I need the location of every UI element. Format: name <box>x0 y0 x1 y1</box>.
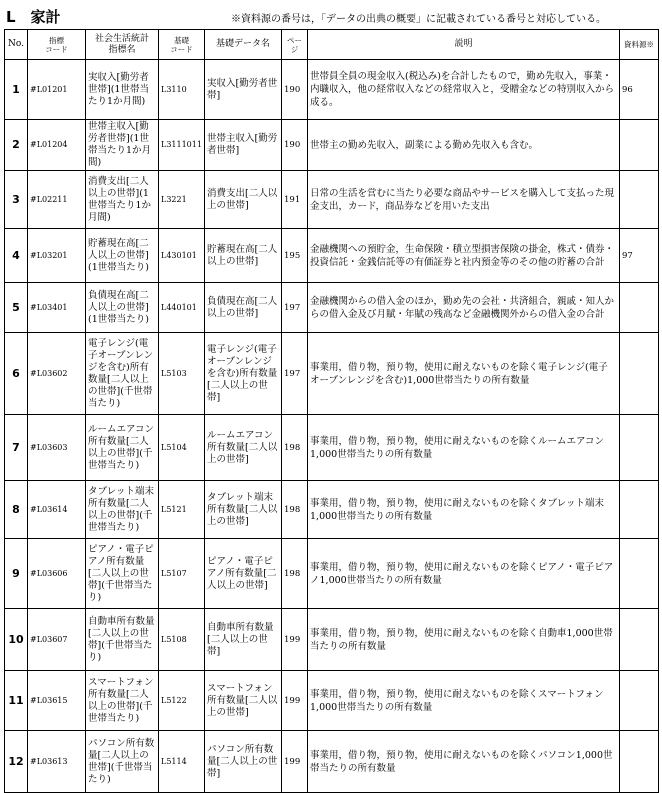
table-row <box>5 60 659 120</box>
indicator-number: 9 <box>5 539 28 609</box>
page-number: 199 <box>282 671 308 731</box>
indicator-name: 消費支出[二人以上の世帯](1世帯当たり1か月間) <box>86 171 159 229</box>
base-data-name: パソコン所有数量[二人以上の世帯] <box>205 731 282 793</box>
source-number <box>620 171 659 229</box>
page-number: 195 <box>282 229 308 283</box>
col-header-desc: 説明 <box>308 30 620 60</box>
page-number: 190 <box>282 60 308 120</box>
description: 事業用，借り物，預り物，使用に耐えないものを除く自動車1,000世帯当たりの所有数量 <box>308 609 620 671</box>
base-code: L5114 <box>159 731 205 793</box>
indicator-code: #L03603 <box>28 415 86 481</box>
page-number: 197 <box>282 333 308 415</box>
page-header <box>4 4 658 26</box>
section-title: L 家計 <box>6 8 61 26</box>
indicator-code: #L02211 <box>28 171 86 229</box>
indicator-code: #L03602 <box>28 333 86 415</box>
description: 事業用，借り物，預り物，使用に耐えないものを除くスマートフォン1,000世帯当たりの所有数量 <box>308 671 620 731</box>
indicator-name: 実収入[勤労者世帯](1世帯当たり1か月間) <box>86 60 159 120</box>
indicator-code: #L01204 <box>28 120 86 171</box>
indicator-name: ピアノ・電子ピアノ所有数量[二人以上の世帯](千世帯当たり) <box>86 539 159 609</box>
indicator-code: #L01201 <box>28 60 86 120</box>
source-note: ※資料源の番号は，「データの出典の概要」に記載されている番号と対応している。 <box>231 14 606 25</box>
base-code: L5103 <box>159 333 205 415</box>
base-data-name: 電子レンジ(電子オーブンレンジを含む)所有数量[二人以上の世帯] <box>205 333 282 415</box>
indicator-code: #L03401 <box>28 283 86 333</box>
page-number: 198 <box>282 539 308 609</box>
base-data-name: タブレット端末所有数量[二人以上の世帯] <box>205 481 282 539</box>
base-code: L3111011 <box>159 120 205 171</box>
description: 世帯主の勤め先収入，副業による勤め先収入も含む。 <box>308 120 620 171</box>
col-header-name: 社会生活統計 指標名 <box>86 30 159 60</box>
table-row <box>5 229 659 283</box>
indicator-name: スマートフォン所有数量[二人以上の世帯](千世帯当たり) <box>86 671 159 731</box>
indicator-number: 11 <box>5 671 28 731</box>
page-number: 198 <box>282 481 308 539</box>
base-data-name: 消費支出[二人以上の世帯] <box>205 171 282 229</box>
page-number: 198 <box>282 415 308 481</box>
indicator-number: 3 <box>5 171 28 229</box>
base-data-name: ピアノ・電子ピアノ所有数量[二人以上の世帯] <box>205 539 282 609</box>
indicator-name: 世帯主収入[勤労者世帯](1世帯当たり1か月間) <box>86 120 159 171</box>
col-header-no: No. <box>5 30 28 60</box>
indicator-code: #L03607 <box>28 609 86 671</box>
indicator-name: パソコン所有数量[二人以上の世帯](千世帯当たり) <box>86 731 159 793</box>
indicator-name: タブレット端末所有数量[二人以上の世帯](千世帯当たり) <box>86 481 159 539</box>
col-header-code: 指標 コード <box>28 30 86 60</box>
page-number: 191 <box>282 171 308 229</box>
source-number <box>620 283 659 333</box>
description: 日常の生活を営むに当たり必要な商品やサービスを購入して支払った現金支出，カード，商品券などを用いた支出 <box>308 171 620 229</box>
col-header-src: 資料源※ <box>620 30 659 60</box>
indicator-number: 7 <box>5 415 28 481</box>
description: 事業用，借り物，預り物，使用に耐えないものを除くルームエアコン1,000世帯当たりの所有数量 <box>308 415 620 481</box>
indicator-code: #L03615 <box>28 671 86 731</box>
col-header-bname: 基礎データ名 <box>205 30 282 60</box>
description: 事業用，借り物，預り物，使用に耐えないものを除くピアノ・電子ピアノ1,000世帯当たりの所有数量 <box>308 539 620 609</box>
table-row <box>5 609 659 671</box>
table-row <box>5 481 659 539</box>
page-number: 199 <box>282 731 308 793</box>
page-number: 199 <box>282 609 308 671</box>
base-data-name: 貯蓄現在高[二人以上の世帯] <box>205 229 282 283</box>
base-data-name: 世帯主収入[勤労者世帯] <box>205 120 282 171</box>
source-number <box>620 731 659 793</box>
base-code: L3110 <box>159 60 205 120</box>
indicator-number: 5 <box>5 283 28 333</box>
base-data-name: スマートフォン所有数量[二人以上の世帯] <box>205 671 282 731</box>
base-code: L440101 <box>159 283 205 333</box>
indicator-number: 10 <box>5 609 28 671</box>
source-number: 96 <box>620 60 659 120</box>
base-code: L3221 <box>159 171 205 229</box>
indicator-code: #L03201 <box>28 229 86 283</box>
source-number: 97 <box>620 229 659 283</box>
description: 事業用，借り物，預り物，使用に耐えないものを除くパソコン1,000世帯当たりの所有数量 <box>308 731 620 793</box>
description: 事業用，借り物，預り物，使用に耐えないものを除く電子レンジ(電子オーブンレンジを含む)1,000世帯当たりの所有数量 <box>308 333 620 415</box>
table-row <box>5 283 659 333</box>
source-number <box>620 481 659 539</box>
indicator-number: 12 <box>5 731 28 793</box>
indicator-name: ルームエアコン所有数量[二人以上の世帯](千世帯当たり) <box>86 415 159 481</box>
indicator-number: 1 <box>5 60 28 120</box>
header-row <box>5 30 659 60</box>
source-number <box>620 333 659 415</box>
base-code: L5107 <box>159 539 205 609</box>
base-code: L5108 <box>159 609 205 671</box>
indicator-number: 8 <box>5 481 28 539</box>
page-number: 197 <box>282 283 308 333</box>
base-data-name: 自動車所有数量[二人以上の世帯] <box>205 609 282 671</box>
base-data-name: 負債現在高[二人以上の世帯] <box>205 283 282 333</box>
base-data-name: 実収入[勤労者世帯] <box>205 60 282 120</box>
table-row <box>5 539 659 609</box>
source-number <box>620 609 659 671</box>
base-code: L5121 <box>159 481 205 539</box>
table-row <box>5 120 659 171</box>
indicator-name: 電子レンジ(電子オーブンレンジを含む)所有数量[二人以上の世帯](千世帯当たり) <box>86 333 159 415</box>
col-header-page: ページ <box>282 30 308 60</box>
table-row <box>5 415 659 481</box>
indicator-name: 負債現在高[二人以上の世帯](1世帯当たり) <box>86 283 159 333</box>
description: 事業用，借り物，預り物，使用に耐えないものを除くタブレット端末1,000世帯当たりの所有数量 <box>308 481 620 539</box>
indicator-number: 2 <box>5 120 28 171</box>
description: 金融機関への預貯金，生命保険・積立型損害保険の掛金，株式・債券・投資信託・金銭信託等の有価証券と社内預金等のその他の貯蓄の合計 <box>308 229 620 283</box>
page-number: 190 <box>282 120 308 171</box>
table-row <box>5 171 659 229</box>
table-row <box>5 671 659 731</box>
base-code: L5104 <box>159 415 205 481</box>
indicator-code: #L03613 <box>28 731 86 793</box>
source-number <box>620 415 659 481</box>
table-row <box>5 731 659 793</box>
indicator-table <box>4 29 659 793</box>
indicator-code: #L03614 <box>28 481 86 539</box>
indicator-number: 6 <box>5 333 28 415</box>
col-header-bcode: 基礎 コード <box>159 30 205 60</box>
table-row <box>5 333 659 415</box>
indicator-number: 4 <box>5 229 28 283</box>
indicator-name: 貯蓄現在高[二人以上の世帯](1世帯当たり) <box>86 229 159 283</box>
source-number <box>620 120 659 171</box>
source-number <box>620 539 659 609</box>
indicator-name: 自動車所有数量[二人以上の世帯](千世帯当たり) <box>86 609 159 671</box>
source-number <box>620 671 659 731</box>
description: 世帯員全員の現金収入(税込み)を合計したもので，勤め先収入，事業・内職収入，他の経常収入などの経常収入と，受贈金などの特別収入から成る。 <box>308 60 620 120</box>
indicator-code: #L03606 <box>28 539 86 609</box>
base-code: L5122 <box>159 671 205 731</box>
base-code: L430101 <box>159 229 205 283</box>
base-data-name: ルームエアコン所有数量[二人以上の世帯] <box>205 415 282 481</box>
description: 金融機関からの借入金のほか，勤め先の会社・共済組合，親戚・知人からの借入金及び月賦・年賦の残高など金融機関外からの借入金の合計 <box>308 283 620 333</box>
